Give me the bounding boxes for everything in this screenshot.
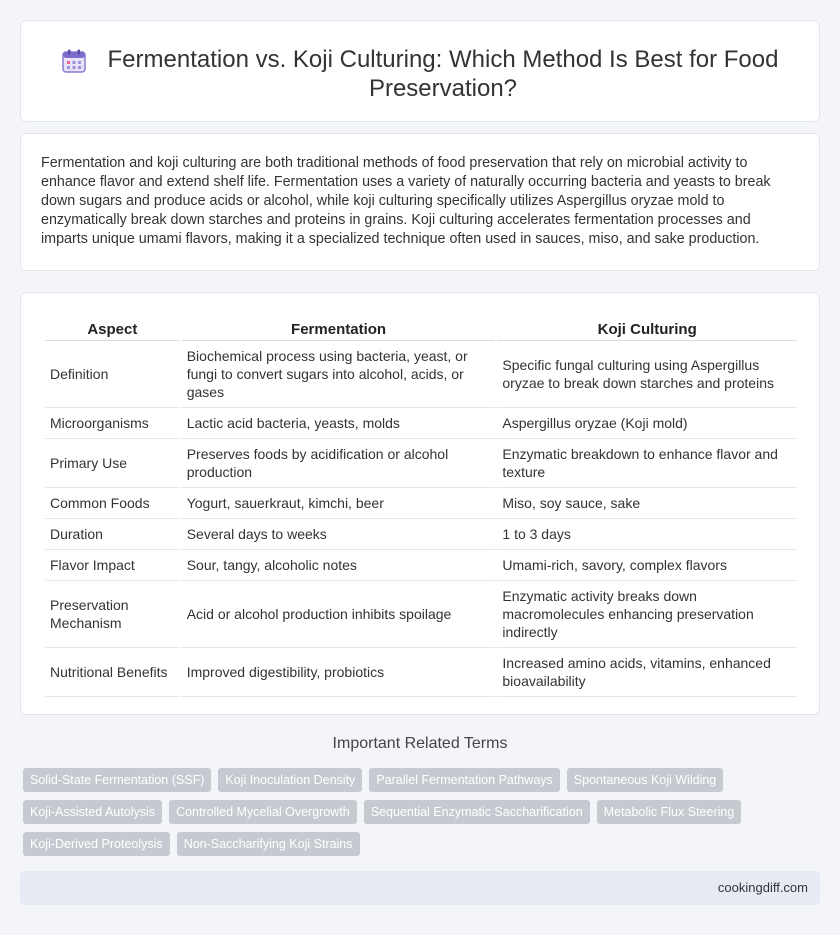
row-aspect: Microorganisms [45, 408, 180, 439]
row-aspect: Preservation Mechanism [45, 581, 180, 648]
tag[interactable]: Spontaneous Koji Wilding [567, 768, 723, 792]
header-fermentation: Fermentation [182, 313, 496, 341]
row-koji: Miso, soy sauce, sake [497, 488, 797, 519]
header-koji-culturing: Koji Culturing [497, 313, 797, 341]
table-row [45, 550, 797, 581]
comparison-table [43, 313, 799, 697]
intro-card [20, 133, 820, 271]
row-fermentation: Acid or alcohol production inhibits spoilage [182, 581, 496, 648]
row-aspect: Duration [45, 519, 180, 550]
tag[interactable]: Koji-Derived Proteolysis [23, 832, 170, 856]
table-row [45, 648, 797, 697]
table-row [45, 581, 797, 648]
title-card [20, 20, 820, 122]
related-terms-title: Important Related Terms [332, 735, 508, 752]
tag[interactable]: Parallel Fermentation Pathways [369, 768, 559, 792]
tag[interactable]: Solid-State Fermentation (SSF) [23, 768, 211, 792]
intro-paragraph: Fermentation and koji culturing are both traditional methods of food preservation that rely on microbial activity to enhance flavor and extend shelf life. Fermentation uses a variety of naturally occurring bacteria and yeasts to break down sugars and produce acids or alcohol, while koji culturing specifically utilizes Aspergillus oryzae mold to enzymatically break down starches and proteins in grains. Koji culturing accelerates fermentation processes and imparts unique umami flavors, making it a specialized technique often used in sauces, miso, and sake production. [41, 155, 771, 247]
comparison-card [20, 292, 820, 715]
row-koji: Umami-rich, savory, complex flavors [497, 550, 797, 581]
row-fermentation: Lactic acid bacteria, yeasts, molds [182, 408, 496, 439]
table-row [45, 439, 797, 488]
table-row [45, 408, 797, 439]
related-terms-list [23, 768, 803, 864]
row-aspect: Flavor Impact [45, 550, 180, 581]
tag[interactable]: Koji Inoculation Density [218, 768, 362, 792]
tag[interactable]: Controlled Mycelial Overgrowth [169, 800, 357, 824]
row-fermentation: Yogurt, sauerkraut, kimchi, beer [182, 488, 496, 519]
row-aspect: Definition [45, 341, 180, 408]
row-aspect: Primary Use [45, 439, 180, 488]
footer [20, 871, 820, 905]
page-title: Fermentation vs. Koji Culturing: Which Method Is Best for Food Preservation? [107, 46, 779, 102]
row-koji: Enzymatic activity breaks down macromolecules enhancing preservation indirectly [497, 581, 797, 648]
row-fermentation: Improved digestibility, probiotics [182, 648, 496, 697]
row-aspect: Nutritional Benefits [45, 648, 180, 697]
footer-site-link[interactable]: cookingdiff.com [717, 880, 808, 895]
row-fermentation: Several days to weeks [182, 519, 496, 550]
row-aspect: Common Foods [45, 488, 180, 519]
header-aspect: Aspect [45, 313, 180, 341]
table-row [45, 488, 797, 519]
row-koji: Aspergillus oryzae (Koji mold) [497, 408, 797, 439]
table-row [45, 519, 797, 550]
table-header-row [45, 313, 797, 341]
calendar-icon [61, 48, 87, 74]
row-koji: 1 to 3 days [497, 519, 797, 550]
tag[interactable]: Koji-Assisted Autolysis [23, 800, 162, 824]
row-fermentation: Biochemical process using bacteria, yeast, or fungi to convert sugars into alcohol, acids, or gases [182, 341, 496, 408]
tag[interactable]: Sequential Enzymatic Saccharification [364, 800, 590, 824]
row-fermentation: Preserves foods by acidification or alcohol production [182, 439, 496, 488]
row-koji: Enzymatic breakdown to enhance flavor and texture [497, 439, 797, 488]
row-koji: Specific fungal culturing using Aspergillus oryzae to break down starches and proteins [497, 341, 797, 408]
table-row [45, 341, 797, 408]
row-fermentation: Sour, tangy, alcoholic notes [182, 550, 496, 581]
tag[interactable]: Metabolic Flux Steering [597, 800, 742, 824]
row-koji: Increased amino acids, vitamins, enhanced bioavailability [497, 648, 797, 697]
tag[interactable]: Non-Saccharifying Koji Strains [177, 832, 360, 856]
